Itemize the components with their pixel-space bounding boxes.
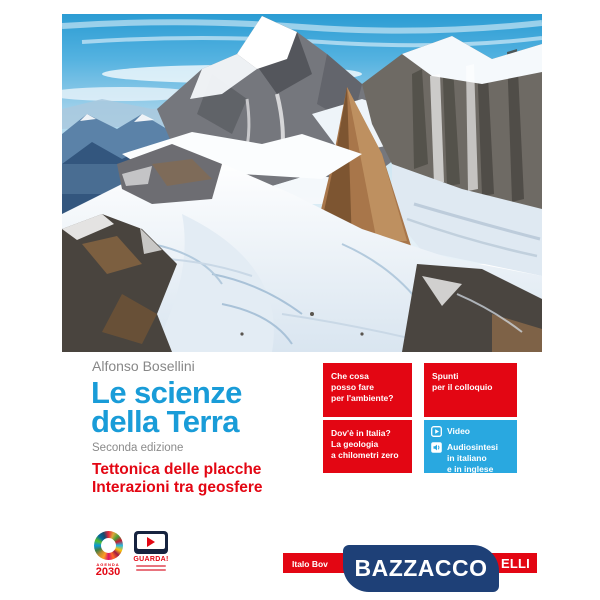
guarda-smallprint (136, 565, 166, 571)
book-title (91, 375, 242, 439)
badge-media (424, 420, 517, 473)
media-audio-row (431, 442, 514, 475)
guarda-logo (132, 531, 170, 572)
video-frame-icon (134, 531, 168, 554)
publisher-name-fragment: Italo Bov (292, 559, 328, 569)
book-title-line1: Le scienze (91, 375, 242, 410)
sdg-wheel-icon (94, 531, 123, 560)
audio-icon (431, 442, 442, 453)
book-subtitle (92, 461, 263, 497)
badge-italia: Dov'è in Italia? La geologia a chilometri zero (323, 420, 412, 473)
edition-label: Seconda edizione (92, 442, 184, 454)
badge-ambiente: Che cosa posso fare per l'ambiente? (323, 363, 412, 417)
book-title-line2: della Terra (91, 404, 239, 439)
agenda-year: 2030 (95, 566, 121, 578)
subtitle-line2: Interazioni tra geosfere (92, 479, 263, 496)
bazzacco-watermark: BAZZACCO (343, 545, 499, 592)
subtitle-line1: Tettonica delle placche (92, 461, 262, 478)
feature-badges (323, 363, 517, 473)
guarda-label: GUARDA! (133, 556, 169, 563)
media-video-row (431, 426, 514, 437)
mountain-photo (62, 14, 542, 352)
play-icon (431, 426, 442, 437)
media-audio-label: Audiosintesi in italiano e in inglese (447, 442, 499, 474)
author-name: Alfonso Bosellini (92, 358, 195, 374)
media-video-label: Video (447, 426, 470, 436)
guarda-play-icon (147, 537, 155, 547)
agenda-label: AGENDA (96, 562, 120, 567)
zanichelli-logo-fragment: ELLI (501, 556, 530, 571)
badge-colloquio: Spunti per il colloquio (424, 363, 517, 417)
agenda-2030-logo (92, 531, 124, 577)
